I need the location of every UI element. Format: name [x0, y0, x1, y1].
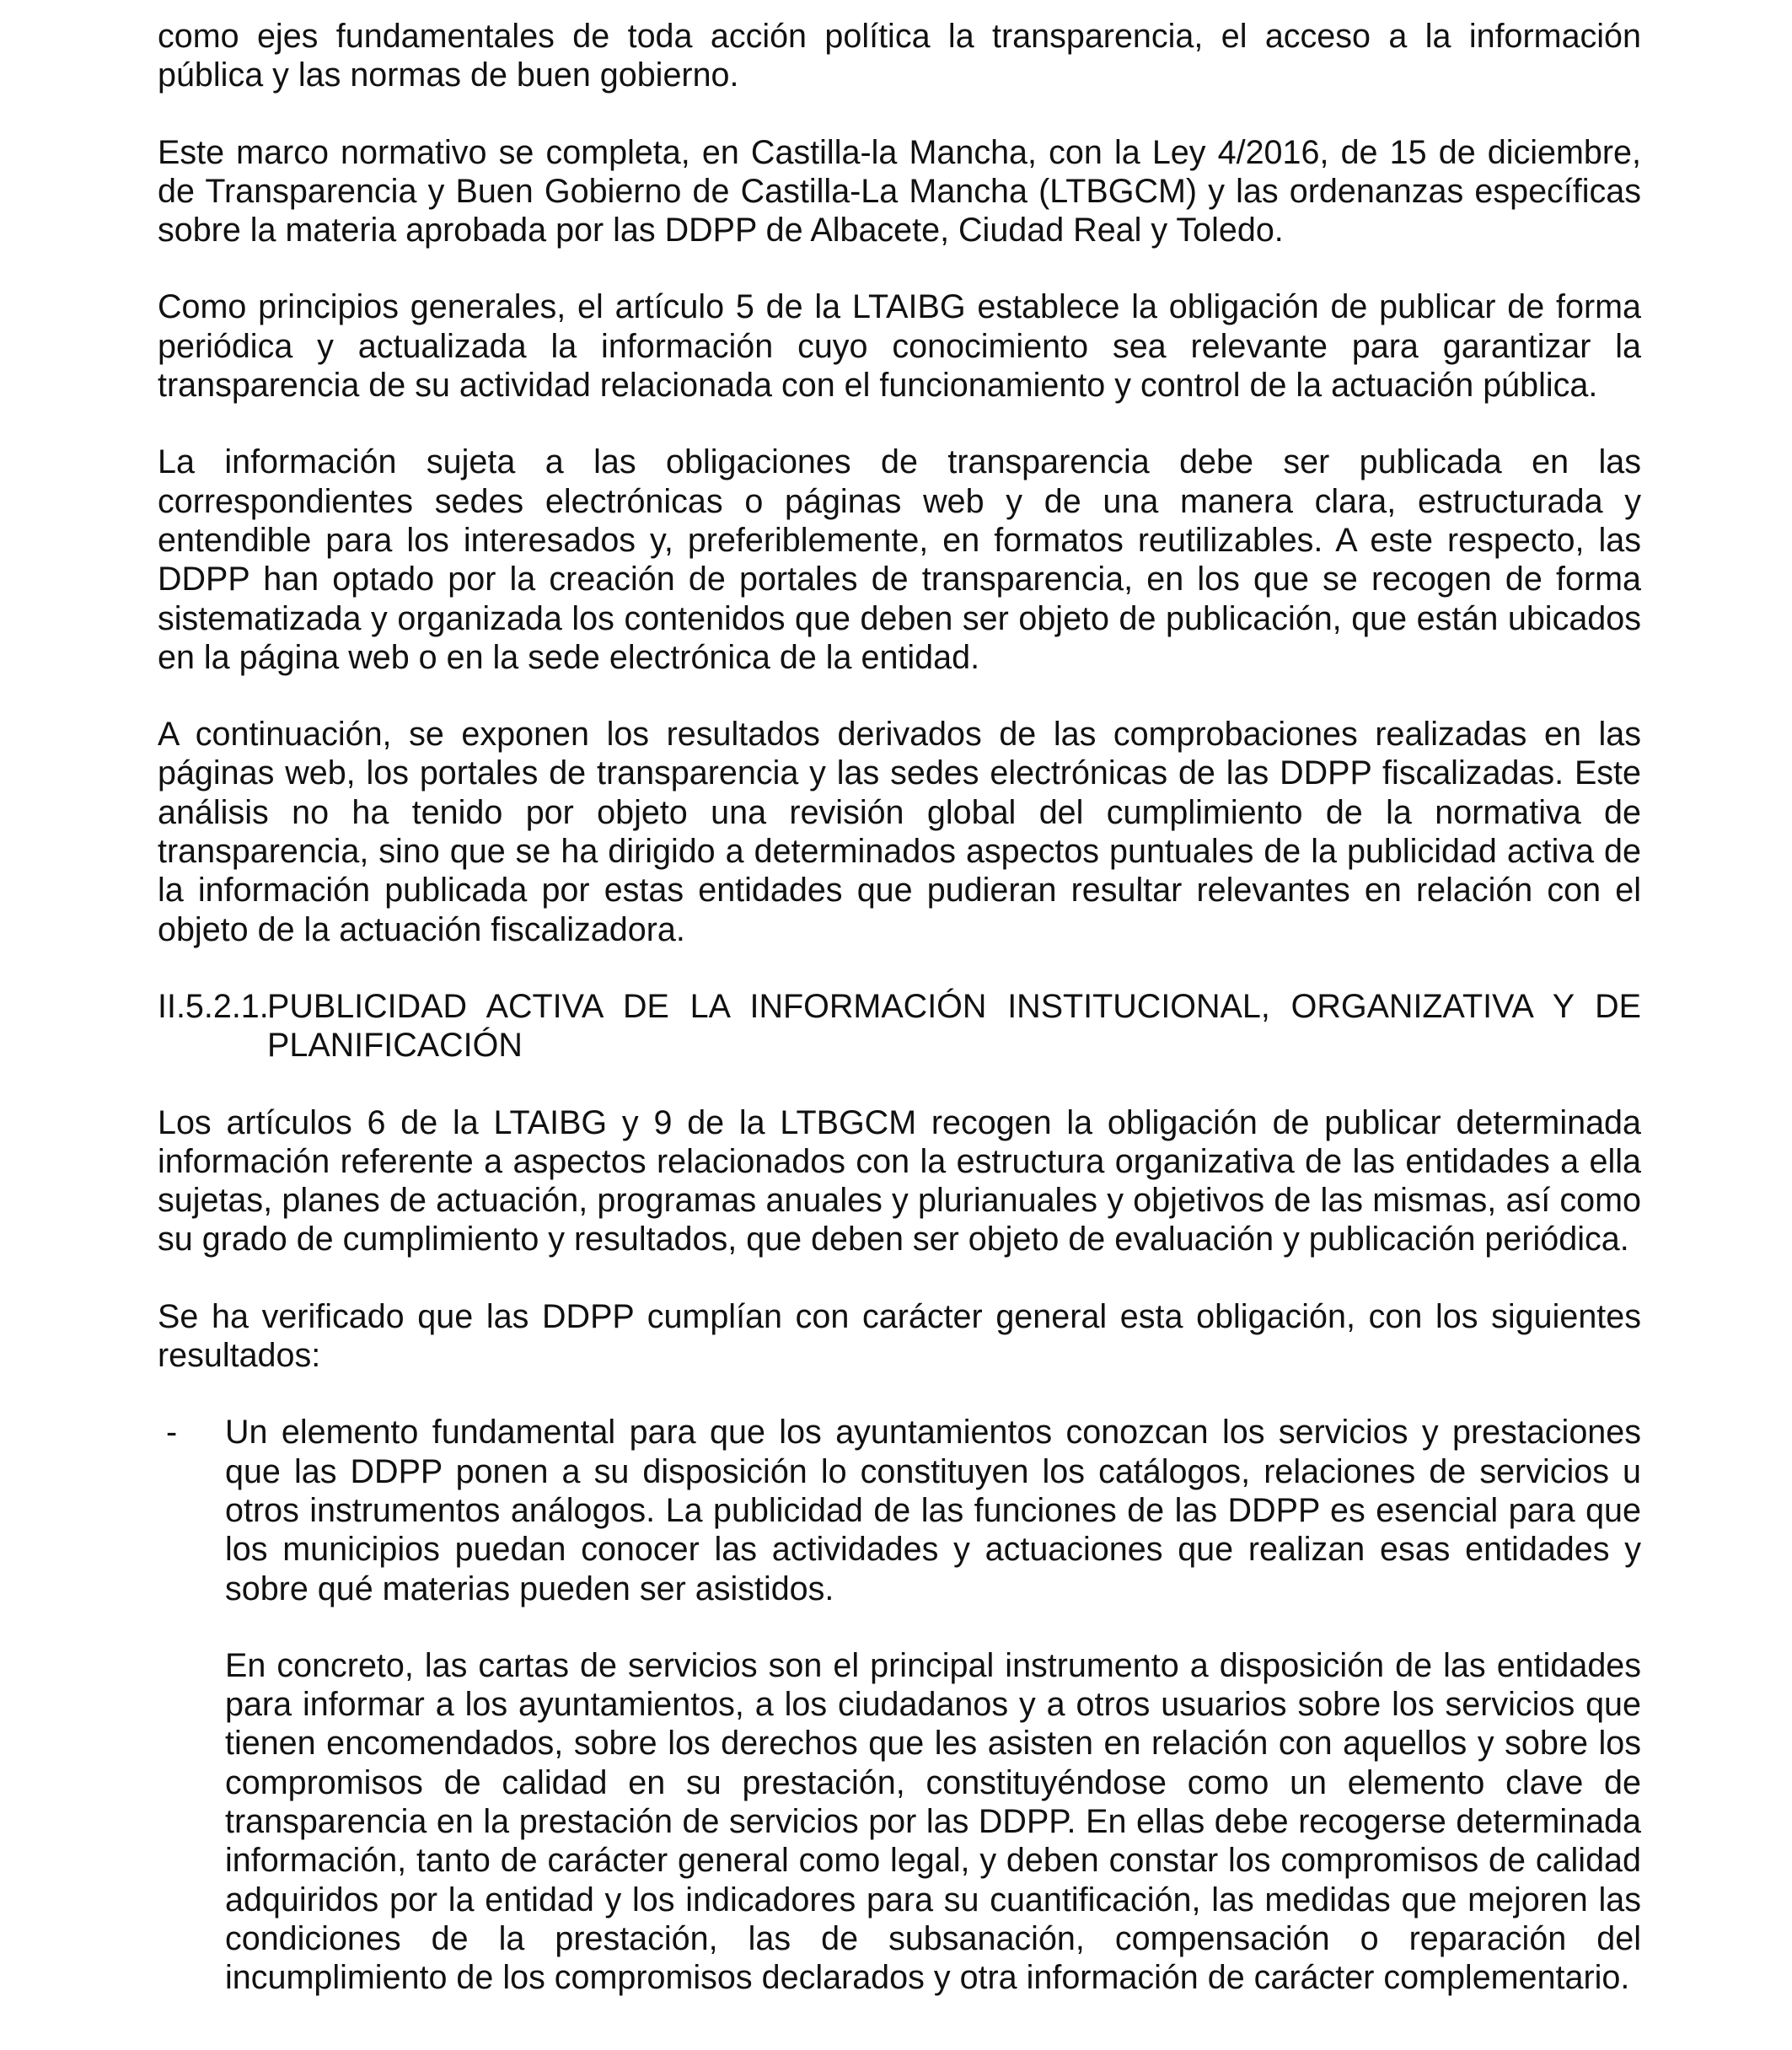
paragraph-intro-1: como ejes fundamentales de toda acción política la transparencia, el acceso a la información pública y las normas de buen gobierno.	[158, 18, 1641, 94]
paragraph-section-1: Los artículos 6 de la LTAIBG y 9 de la LTBGCM recogen la obligación de publicar determinada información referente a aspectos relacionados con la estructura organizativa de las entidades a ella sujetas, planes de actuación, programas anuales y plurianuales y objetivos de las mismas, así como su grado de cumplimiento y resultados, que deben ser objeto de evaluación y publicación periódica.	[158, 1103, 1641, 1258]
bullet-paragraph-2: En concreto, las cartas de servicios son el principal instrumento a disposición de las entidades para informar a los ayuntamientos, a los ciudadanos y a otros usuarios sobre los servicios que tienen encomendados, sobre los derechos que les asisten en relación con aquellos y sobre los compromisos de calidad en su prestación, constituyéndose como un elemento clave de transparencia en la prestación de servicios por las DDPP. En ellas debe recogerse determinada información, tanto de carácter general como legal, y deben constar los compromisos de calidad adquiridos por la entidad y los indicadores para su cuantificación, las medidas que mejoren las condiciones de la prestación, las de subsanación, compensación o reparación del incumplimiento de los compromisos declarados y otra información de carácter complementario.	[225, 1646, 1641, 1997]
paragraph-intro-5: A continuación, se exponen los resultados derivados de las comprobaciones realizadas en las páginas web, los portales de transparencia y las sedes electrónicas de las DDPP fiscalizadas. Este análisis no ha tenido por objeto una revisión global del cumplimiento de la normativa de transparencia, sino que se ha dirigido a determinados aspectos puntuales de la publicidad activa de la información publicada por estas entidades que pudieran resultar relevantes en relación con el objeto de la actuación fiscalizadora.	[158, 716, 1641, 948]
paragraph-intro-2: Este marco normativo se completa, en Castilla-la Mancha, con la Ley 4/2016, de 15 de diciembre, de Transparencia y Buen Gobierno de Castilla-La Mancha (LTBGCM) y las ordenanzas específicas sobre la materia aprobada por las DDPP de Albacete, Ciudad Real y Toledo.	[158, 133, 1641, 250]
document-page	[158, 17, 1641, 2035]
bullet-marker: -	[166, 1414, 178, 1452]
list-item	[158, 1413, 1641, 2035]
bullet-paragraph-1: Un elemento fundamental para que los ayuntamientos conozcan los servicios y prestaciones que las DDPP ponen a su disposición lo constituyen los catálogos, relaciones de servicios u otros instrumentos análogos. La publicidad de las funciones de las DDPP es esencial para que los municipios puedan conocer las actividades y actuaciones que realizan esas entidades y sobre qué materias pueden ser asistidos.	[225, 1414, 1641, 1607]
paragraph-intro-4: La información sujeta a las obligaciones de transparencia debe ser publicada en las correspondientes sedes electrónicas o páginas web y de una manera clara, estructurada y entendible para los interesados y, preferiblemente, en formatos reutilizables. A este respecto, las DDPP han optado por la creación de portales de transparencia, en los que se recogen de forma sistematizada y organizada los contenidos que deben ser objeto de publicación, que están ubicados en la página web o en la sede electrónica de la entidad.	[158, 443, 1641, 676]
paragraph-intro-3: Como principios generales, el artículo 5 de la LTAIBG establece la obligación de publicar de forma periódica y actualizada la información cuyo conocimiento sea relevante para garantizar la transparencia de su actividad relacionada con el funcionamiento y control de la actuación pública.	[158, 288, 1641, 405]
section-number: II.5.2.1.	[158, 987, 269, 1025]
section-title: PUBLICIDAD ACTIVA DE LA INFORMACIÓN INSTITUCIONAL, ORGANIZATIVA Y DE PLANIFICACIÓN	[267, 987, 1641, 1065]
section-heading	[158, 987, 1641, 1065]
bullet-body	[225, 1413, 1641, 2035]
paragraph-section-2: Se ha verificado que las DDPP cumplían con carácter general esta obligación, con los siguientes resultados:	[158, 1297, 1641, 1375]
